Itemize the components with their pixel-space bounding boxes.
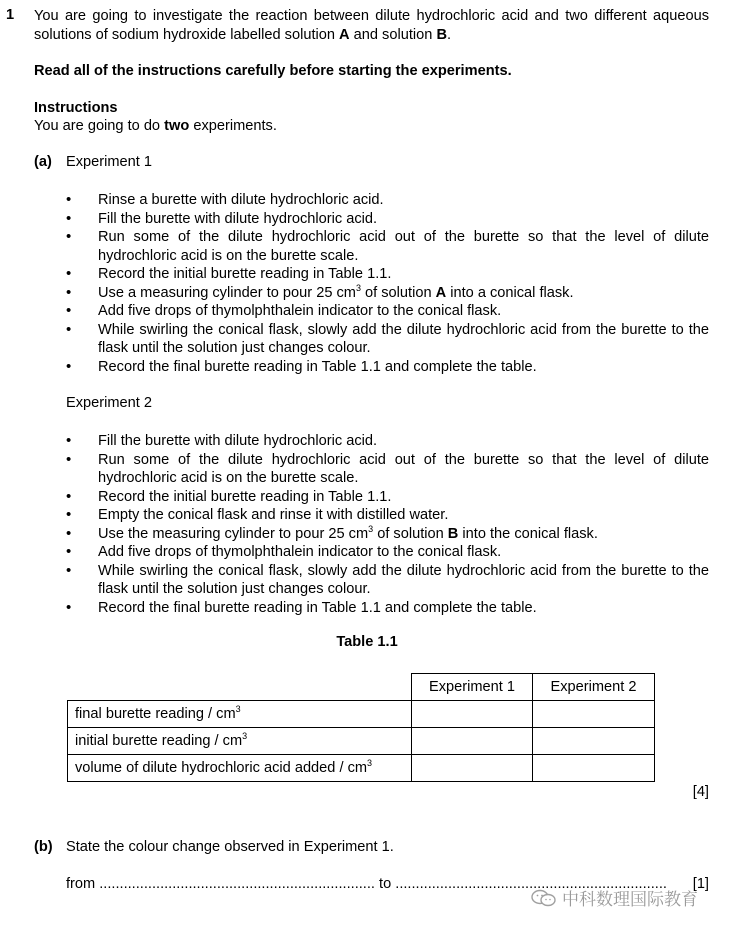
- list-item: [66, 321, 709, 358]
- part-b-marks: [1]: [692, 876, 709, 892]
- list-item: [66, 284, 709, 303]
- step-text: Add five drops of thymolphthalein indicator to the conical flask.: [98, 544, 502, 560]
- list-item: [66, 302, 709, 321]
- step-text: Use the measuring cylinder to pour 25 cm: [98, 525, 369, 542]
- list-item: [66, 228, 709, 265]
- table-corner: [68, 674, 412, 701]
- row-label: [68, 755, 412, 782]
- superscript: 3: [367, 758, 373, 768]
- list-item: [66, 432, 709, 451]
- list-item: [66, 210, 709, 229]
- to-label: to: [379, 876, 392, 892]
- step-text: Run some of the dilute hydrochloric acid out of the burette so that the level of dilute hydrochloric acid is on the burette scale.: [98, 229, 709, 264]
- experiment1-steps: [66, 191, 709, 376]
- step-text: Record the initial burette reading in Table 1.1.: [98, 266, 392, 282]
- part-a-label: (a): [34, 154, 52, 170]
- step-text: Add five drops of thymolphthalein indicator to the conical flask.: [98, 303, 502, 319]
- table-row: [68, 701, 655, 728]
- from-answer-dots[interactable]: ....................................................................: [99, 876, 375, 892]
- experiment2-steps: [66, 432, 709, 617]
- list-item: [66, 543, 709, 562]
- list-item: [66, 358, 709, 377]
- table-title: Table 1.1: [336, 634, 398, 650]
- instructions-pre: You are going to do: [34, 118, 161, 134]
- answer-cell-exp1-initial[interactable]: [412, 728, 533, 755]
- superscript: 3: [242, 731, 248, 741]
- wechat-icon: [530, 889, 558, 907]
- instructions-heading: Instructions: [34, 100, 118, 116]
- table-header-experiment2: Experiment 2: [533, 674, 655, 701]
- question-number: 1: [6, 7, 15, 23]
- list-item: [66, 562, 709, 599]
- answer-cell-exp2-volume[interactable]: [533, 755, 655, 782]
- step-text: Record the initial burette reading in Table 1.1.: [98, 488, 392, 505]
- step-text: Use a measuring cylinder to pour 25 cm: [98, 284, 356, 301]
- to-answer-dots[interactable]: ...................................................................: [395, 876, 667, 892]
- row-label-text: volume of dilute hydrochloric acid added / cm: [75, 760, 368, 776]
- table-row: [68, 728, 655, 755]
- answer-cell-exp1-final[interactable]: [412, 701, 533, 728]
- and-solution-text: and solution: [353, 26, 433, 43]
- experiment2-title: Experiment 2: [66, 395, 152, 411]
- superscript: 3: [235, 704, 241, 714]
- row-label: [68, 728, 412, 755]
- part-b-question: State the colour change observed in Experiment 1.: [66, 839, 394, 855]
- question-intro: [34, 7, 709, 44]
- step-text: Rinse a burette with dilute hydrochloric acid.: [98, 192, 384, 208]
- step-text: Fill the burette with dilute hydrochloric acid.: [98, 210, 378, 227]
- instructions-two: two: [164, 118, 190, 134]
- solution-a-label: A: [435, 284, 447, 301]
- list-item: [66, 525, 709, 544]
- watermark-text: 中科数理国际教育: [562, 890, 698, 909]
- solution-a-label: A: [339, 26, 350, 43]
- instructions-post: experiments.: [193, 118, 277, 134]
- step-text: of solution: [365, 284, 432, 301]
- watermark: [530, 885, 698, 910]
- step-text: Record the final burette reading in Table 1.1 and complete the table.: [98, 599, 537, 616]
- row-label-text: final burette reading / cm: [75, 706, 236, 722]
- instructions-text: [34, 117, 709, 136]
- table-row: [68, 755, 655, 782]
- part-b-label: (b): [34, 839, 53, 855]
- step-text: into the conical flask.: [462, 525, 598, 542]
- step-text: of solution: [377, 525, 444, 542]
- step-text: into a conical flask.: [450, 284, 574, 301]
- step-text: While swirling the conical flask, slowly add the dilute hydrochloric acid from the burette to the flask until the solution just changes colour.: [98, 562, 709, 597]
- list-item: [66, 451, 709, 488]
- row-label: [68, 701, 412, 728]
- list-item: [66, 488, 709, 507]
- row-label-text: initial burette reading / cm: [75, 733, 243, 749]
- list-item: [66, 599, 709, 618]
- solution-b-label: B: [436, 26, 447, 43]
- step-text: Fill the burette with dilute hydrochloric acid.: [98, 433, 378, 449]
- superscript: 3: [368, 523, 374, 534]
- list-item: [66, 265, 709, 284]
- intro-period: .: [446, 26, 452, 43]
- table-header-experiment1: Experiment 1: [412, 674, 533, 701]
- step-text: Empty the conical flask and rinse it with distilled water.: [98, 507, 449, 523]
- intro-text: You are going to investigate the reaction between dilute hydrochloric acid and two different aqueous solutions of sodium hydroxide labelled solution: [34, 8, 709, 43]
- from-label: from: [66, 876, 96, 892]
- step-text: Record the final burette reading in Table 1.1 and complete the table.: [98, 358, 537, 375]
- list-item: [66, 506, 709, 525]
- part-a-marks: [4]: [692, 784, 709, 800]
- solution-b-label: B: [447, 525, 459, 542]
- answer-cell-exp2-initial[interactable]: [533, 728, 655, 755]
- answer-cell-exp1-volume[interactable]: [412, 755, 533, 782]
- table-header-row: [68, 674, 655, 701]
- step-text: While swirling the conical flask, slowly add the dilute hydrochloric acid from the burette to the flask until the solution just changes colour.: [98, 321, 709, 356]
- read-all-instruction: Read all of the instructions carefully before starting the experiments.: [34, 63, 512, 79]
- list-item: [66, 191, 709, 210]
- results-table: [67, 673, 655, 782]
- step-text: Run some of the dilute hydrochloric acid out of the burette so that the level of dilute hydrochloric acid is on the burette scale.: [98, 451, 709, 486]
- experiment1-title: Experiment 1: [66, 154, 152, 170]
- answer-cell-exp2-final[interactable]: [533, 701, 655, 728]
- superscript: 3: [355, 282, 361, 293]
